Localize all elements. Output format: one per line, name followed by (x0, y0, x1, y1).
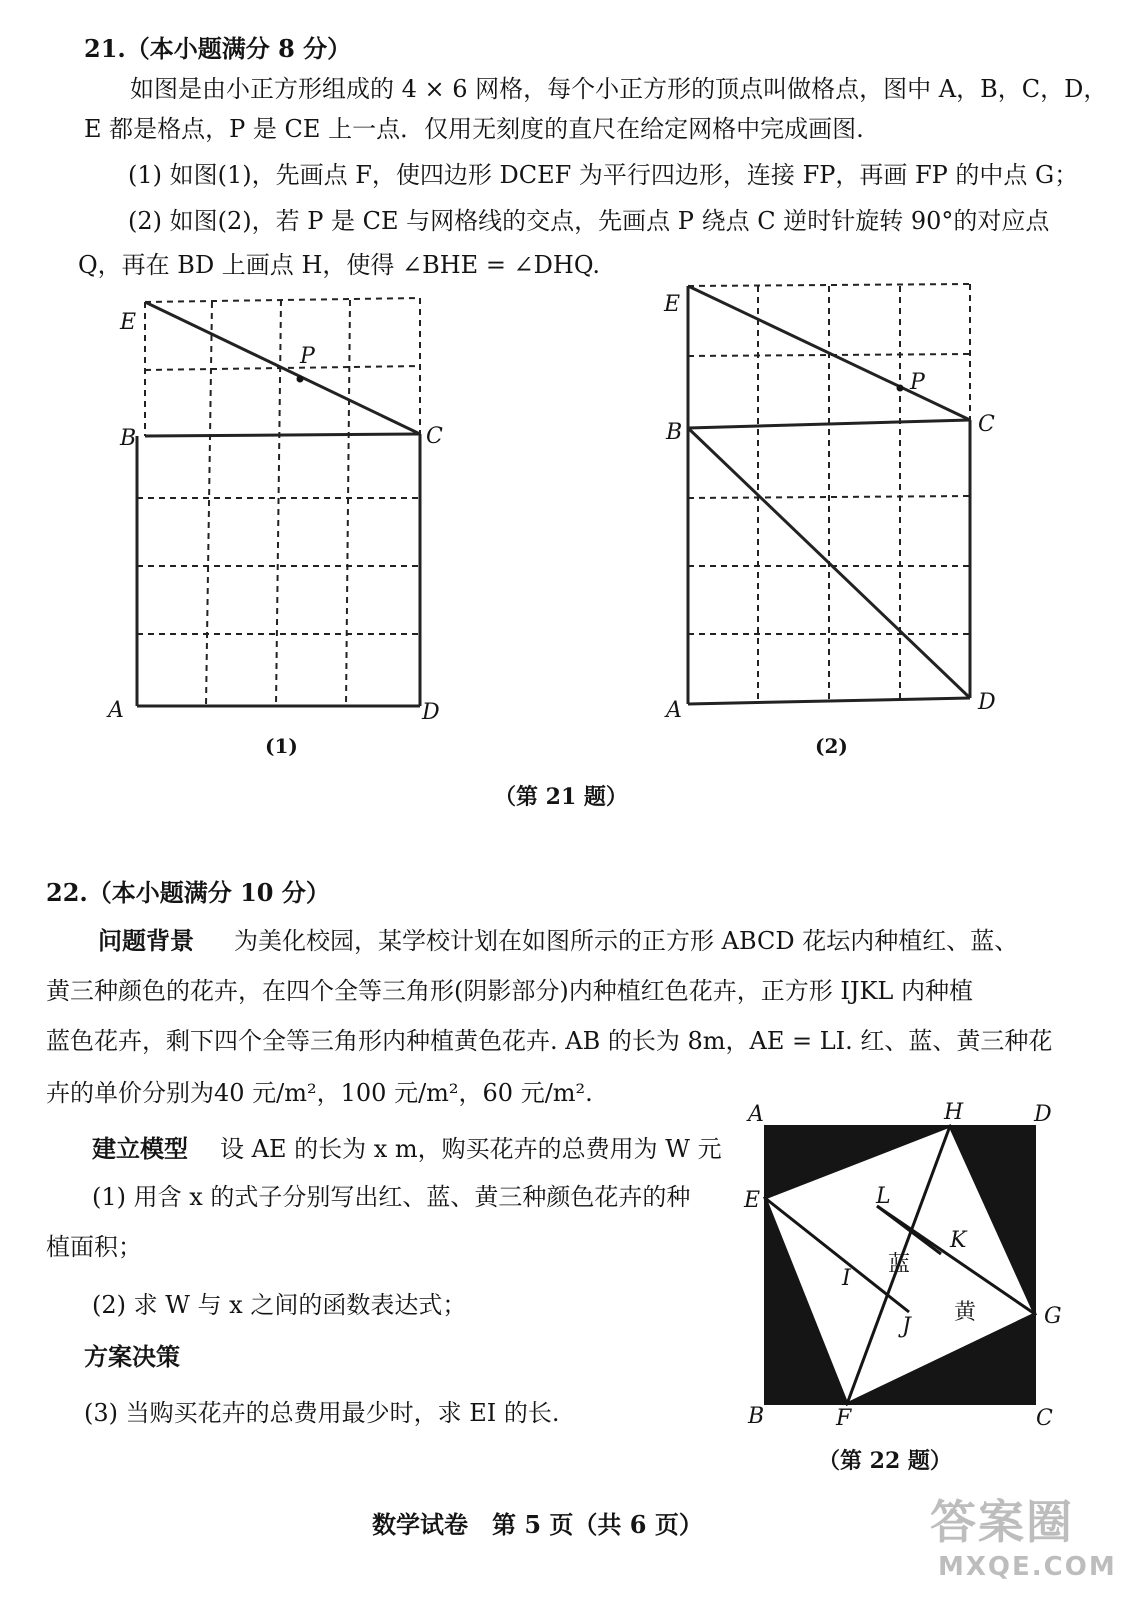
fig22-label-f: F (836, 1406, 852, 1431)
q22-background-line4: 卉的单价分别为40 元/m²，100 元/m²，60 元/m². (46, 1079, 593, 1107)
watermark-logo: 答案圈 (930, 1495, 1074, 1549)
fig21-2-label-c: C (978, 412, 995, 437)
q21-part1: (1) 如图(1)，先画点 F，使四边形 DCEF 为平行四边形，连接 FP，再画 FP 的中点 G； (128, 161, 1079, 189)
q21-line2: E 都是格点，P 是 CE 上一点．仅用无刻度的直尺在给定网格中完成画图. (84, 115, 864, 143)
fig22-yellow-region-label: 黄 (954, 1300, 977, 1325)
q22-part3: (3) 当购买花卉的总费用最少时，求 EI 的长. (84, 1399, 560, 1427)
fig21-2-label-b: B (666, 420, 683, 445)
fig22-label-a: A (748, 1102, 764, 1127)
fig22-label-k: K (950, 1228, 967, 1253)
fig22-label-c: C (1036, 1406, 1053, 1431)
fig21-2-label-p: P (910, 370, 925, 395)
q22-header: 22.（本小题满分 10 分） (46, 878, 330, 907)
fig21-2-grid (688, 284, 970, 704)
q21-part2b: Q，再在 BD 上画点 H，使得 ∠BHE = ∠DHQ. (78, 251, 600, 279)
fig22-label-j: J (902, 1314, 911, 1339)
q21-line1: 如图是由小正方形组成的 4 × 6 网格，每个小正方形的顶点叫做格点，图中 A，B，C，D， (130, 75, 1108, 103)
fig21-1-caption: (1) (265, 734, 298, 758)
fig21-2-segment-bd (688, 428, 970, 698)
fig21-1-label-b: B (120, 426, 137, 451)
fig21-1-segment-ce (145, 302, 420, 434)
fig21-2-label-e: E (664, 292, 681, 317)
q22-model-title: 建立模型 (92, 1134, 188, 1163)
fig21-1-label-d: D (422, 700, 440, 725)
q22-background-line2: 黄三种颜色的花卉，在四个全等三角形(阴影部分)内种植红色花卉，正方形 IJKL 内种植 (46, 977, 973, 1005)
fig21-1-label-c: C (426, 424, 443, 449)
q21-header: 21.（本小题满分 8 分） (84, 34, 352, 63)
fig22-caption: （第 22 题） (818, 1448, 952, 1474)
fig21-2-point-p (897, 385, 904, 392)
fig22-label-b: B (748, 1404, 765, 1429)
fig22-label-i: I (842, 1266, 851, 1291)
q22-part1a: (1) 用含 x 的式子分别写出红、蓝、黄三种颜色花卉的种 (92, 1183, 691, 1211)
q22-background-line3: 蓝色花卉，剩下四个全等三角形内种植黄色花卉. AB 的长为 8m，AE = LI. 红、蓝、黄三种花 (46, 1027, 1053, 1055)
fig22-label-e: E (744, 1188, 761, 1213)
fig21-2-caption: (2) (815, 734, 848, 758)
fig22-label-d: D (1034, 1102, 1052, 1127)
fig21-1-label-a: A (108, 698, 124, 723)
fig22-label-l: L (876, 1184, 891, 1209)
q21-figure-caption: （第 21 题） (494, 784, 628, 810)
fig21-1-grid (137, 298, 420, 706)
q21-part2a: (2) 如图(2)，若 P 是 CE 与网格线的交点，先画点 P 绕点 C 逆时针旋转 90°的对应点 (128, 207, 1050, 235)
fig22-label-g: G (1044, 1304, 1062, 1329)
fig21-1-label-p: P (300, 344, 315, 369)
q22-model-text: 设 AE 的长为 x m，购买花卉的总费用为 W 元 (220, 1135, 722, 1163)
q22-background-title: 问题背景 (98, 926, 194, 955)
q22-plan-title: 方案决策 (84, 1342, 180, 1371)
fig21-1-label-e: E (120, 310, 137, 335)
fig22-blue-region-label: 蓝 (888, 1252, 911, 1277)
q22-background-line1: 为美化校园，某学校计划在如图所示的正方形 ABCD 花坛内种植红、蓝、 (234, 927, 1019, 955)
page-footer: 数学试卷 第 5 页（共 6 页） (372, 1510, 703, 1539)
fig22-label-h: H (944, 1100, 964, 1125)
fig21-1-point-p (297, 376, 304, 383)
fig21-2-label-d: D (978, 690, 996, 715)
fig21-2-label-a: A (666, 698, 682, 723)
watermark-site: MXQE.COM (938, 1552, 1117, 1582)
q22-part2: (2) 求 W 与 x 之间的函数表达式； (92, 1291, 467, 1319)
q22-part1b: 植面积； (46, 1233, 142, 1261)
